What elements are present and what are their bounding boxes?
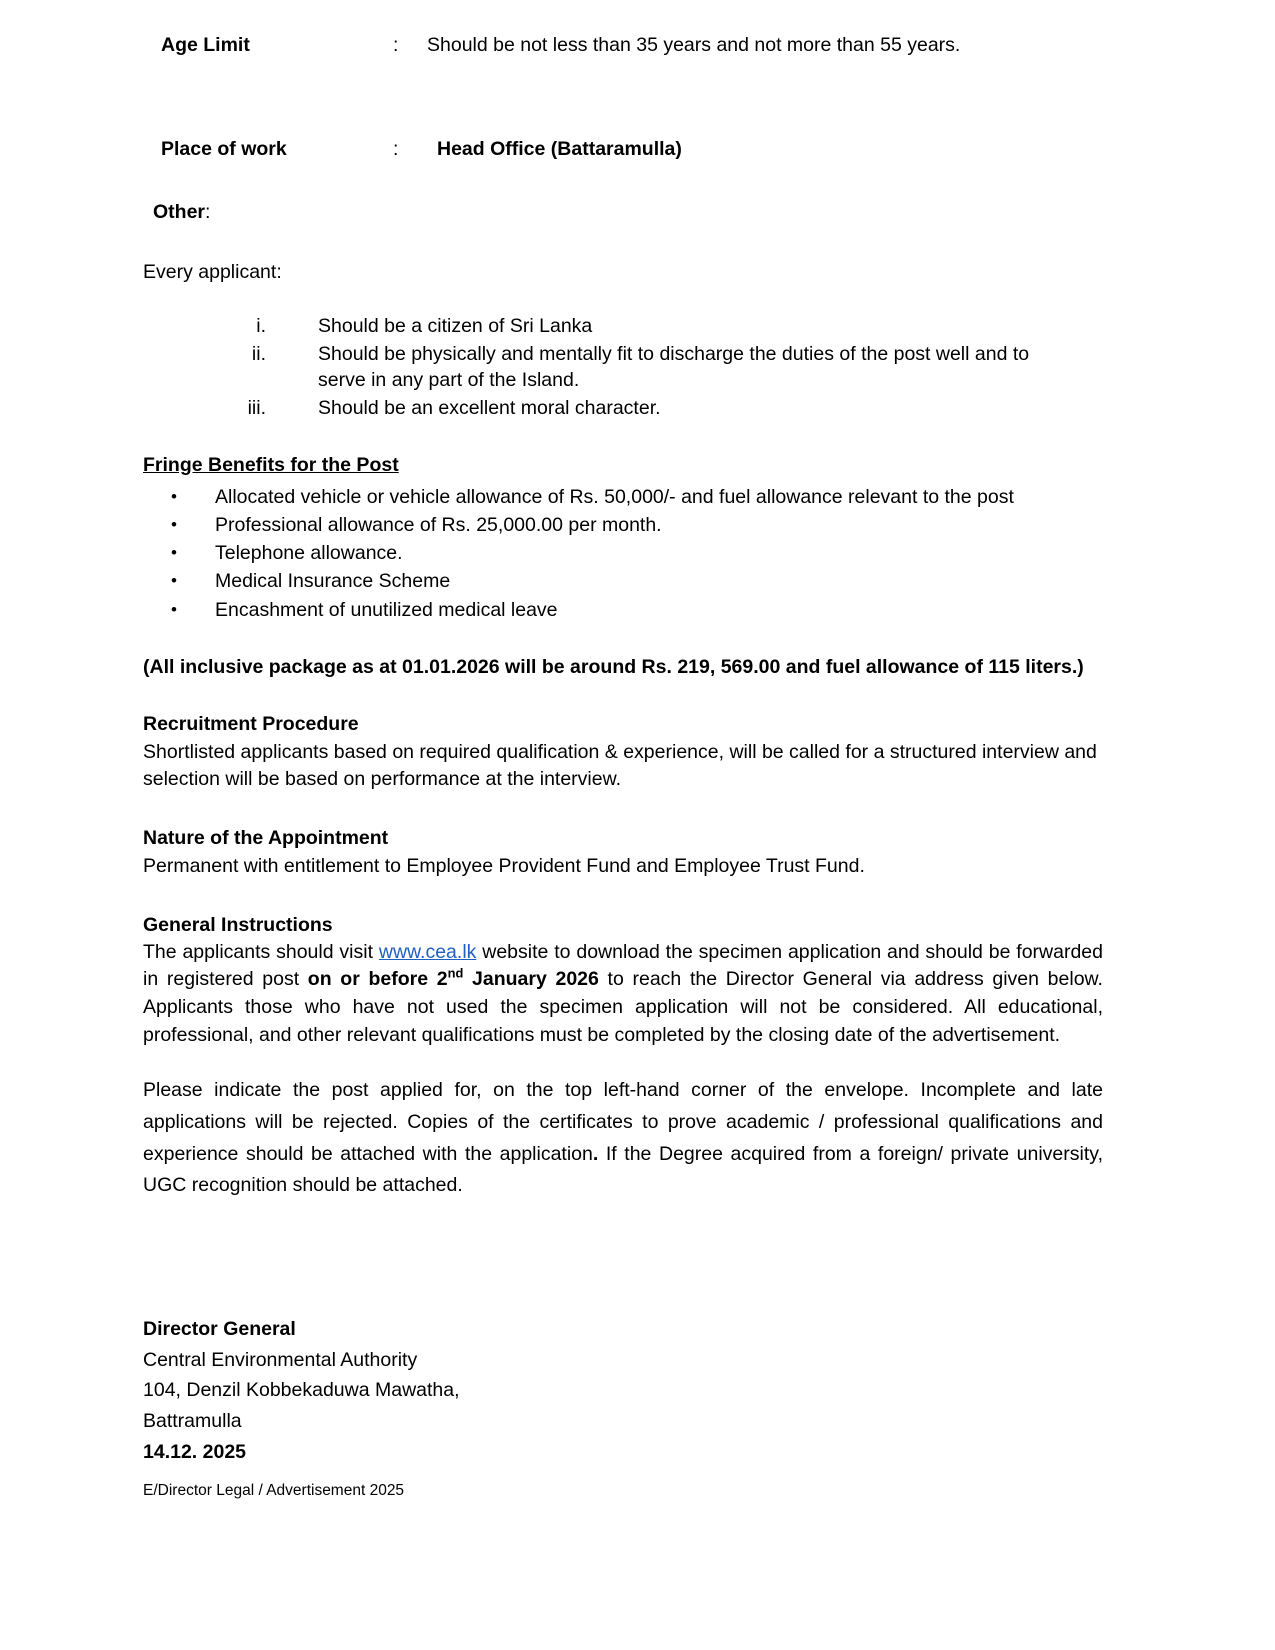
list-item-text: Medical Insurance Scheme <box>215 570 451 593</box>
field-value-place-of-work: Head Office (Battaramulla) <box>437 138 682 160</box>
paragraph-text-part: to reach the Director General via address given below. Applicants those who have not used the specimen application will not be considered. All educational, professional, and other relevant qualifications must be completed by the closing date of the advertisement. <box>143 968 1103 1046</box>
bullet-icon: • <box>171 599 177 619</box>
signature-block <box>143 1314 1103 1468</box>
bullet-icon: • <box>171 571 177 591</box>
field-label-age-limit: Age Limit <box>161 34 250 56</box>
address-line-1: 104, Denzil Kobbekaduwa Mawatha, <box>143 1379 460 1402</box>
field-label-place-of-work: Place of work <box>161 138 287 160</box>
list-item <box>143 511 1103 539</box>
list-item <box>143 314 1103 340</box>
general-instructions-paragraph-2 <box>143 1075 1103 1201</box>
list-item-text: Should be physically and mentally fit to discharge the duties of the post well and to serve in any part of the Island. <box>318 342 1030 391</box>
field-age-limit <box>143 34 1103 57</box>
bullet-icon: • <box>171 514 177 534</box>
package-note: (All inclusive package as at 01.01.2026 will be around Rs. 219, 569.00 and fuel allowance of 115 liters.) <box>143 656 1084 679</box>
every-applicant-intro: Every applicant: <box>143 261 282 283</box>
paragraph-text-part: The applicants should visit <box>143 940 379 963</box>
footer-reference: E/Director Legal / Advertisement 2025 <box>143 1482 405 1499</box>
general-instructions-heading: General Instructions <box>143 913 333 936</box>
bullet-icon: • <box>171 543 177 563</box>
other-heading-suffix: : <box>205 201 211 223</box>
nature-of-appointment-body: Permanent with entitlement to Employee Provident Fund and Employee Trust Fund. <box>143 854 865 877</box>
list-item <box>143 567 1103 595</box>
paragraph-bold-period: . <box>592 1142 599 1165</box>
list-item-text: Allocated vehicle or vehicle allowance of Rs. 50,000/- and fuel allowance relevant to the post <box>215 485 1014 508</box>
signatory-title: Director General <box>143 1317 296 1340</box>
other-heading <box>143 201 1103 224</box>
list-item <box>143 396 1103 422</box>
fringe-benefits-list <box>143 483 1103 624</box>
deadline-bold-suffix: January 2026 <box>463 968 599 991</box>
list-item-number: i. <box>256 315 266 337</box>
ordinal-superscript: nd <box>447 965 464 981</box>
document-content <box>143 22 1103 1468</box>
cea-website-link[interactable]: www.cea.lk <box>378 940 477 963</box>
list-item-text: Telephone allowance. <box>215 542 403 565</box>
list-item <box>143 342 1103 394</box>
other-heading-text: Other <box>153 201 206 223</box>
address-line-2: Battramulla <box>143 1410 242 1433</box>
list-item <box>143 483 1103 511</box>
organization-name: Central Environmental Authority <box>143 1348 418 1371</box>
general-instructions-paragraph-1 <box>143 939 1103 1050</box>
fringe-benefits-heading: Fringe Benefits for the Post <box>143 453 399 476</box>
list-item-text: Should be an excellent moral character. <box>318 396 661 419</box>
paragraph-text-part: website to download the specimen application and should be forwarded in registered post <box>143 940 1103 991</box>
field-place-of-work <box>143 138 1103 161</box>
list-item-number: ii. <box>251 342 266 365</box>
bullet-icon: • <box>171 486 177 506</box>
deadline-superscript <box>447 965 464 990</box>
paragraph-text-part: Please indicate the post applied for, on the top left-hand corner of the envelope. Incomplete and late applications will be rejected. Copies of the certificates to prove academic / professional qualifications and experience should be attached with the application <box>143 1079 1103 1165</box>
list-item-text: Encashment of unutilized medical leave <box>215 598 558 621</box>
field-value-age-limit: Should be not less than 35 years and not more than 55 years. <box>427 34 961 56</box>
paragraph-text-part: If the Degree acquired from a foreign/ private university, UGC recognition should be attached. <box>143 1142 1103 1197</box>
field-separator-place-of-work: : <box>393 138 399 160</box>
list-item <box>143 539 1103 567</box>
nature-of-appointment-heading: Nature of the Appointment <box>143 826 389 849</box>
list-item-number: iii. <box>247 396 266 419</box>
recruitment-procedure-heading: Recruitment Procedure <box>143 713 359 736</box>
other-requirements-list <box>143 314 1103 422</box>
field-separator-age-limit: : <box>393 34 399 56</box>
list-item-text: Professional allowance of Rs. 25,000.00 per month. <box>215 513 662 536</box>
list-item <box>143 596 1103 624</box>
recruitment-procedure-body: Shortlisted applicants based on required qualification & experience, will be called for a structured interview and selection will be based on performance at the interview. <box>143 741 1097 790</box>
deadline-bold-prefix: on or before 2 <box>307 968 448 991</box>
list-item-text: Should be a citizen of Sri Lanka <box>318 315 593 337</box>
document-date: 14.12. 2025 <box>143 1440 247 1463</box>
